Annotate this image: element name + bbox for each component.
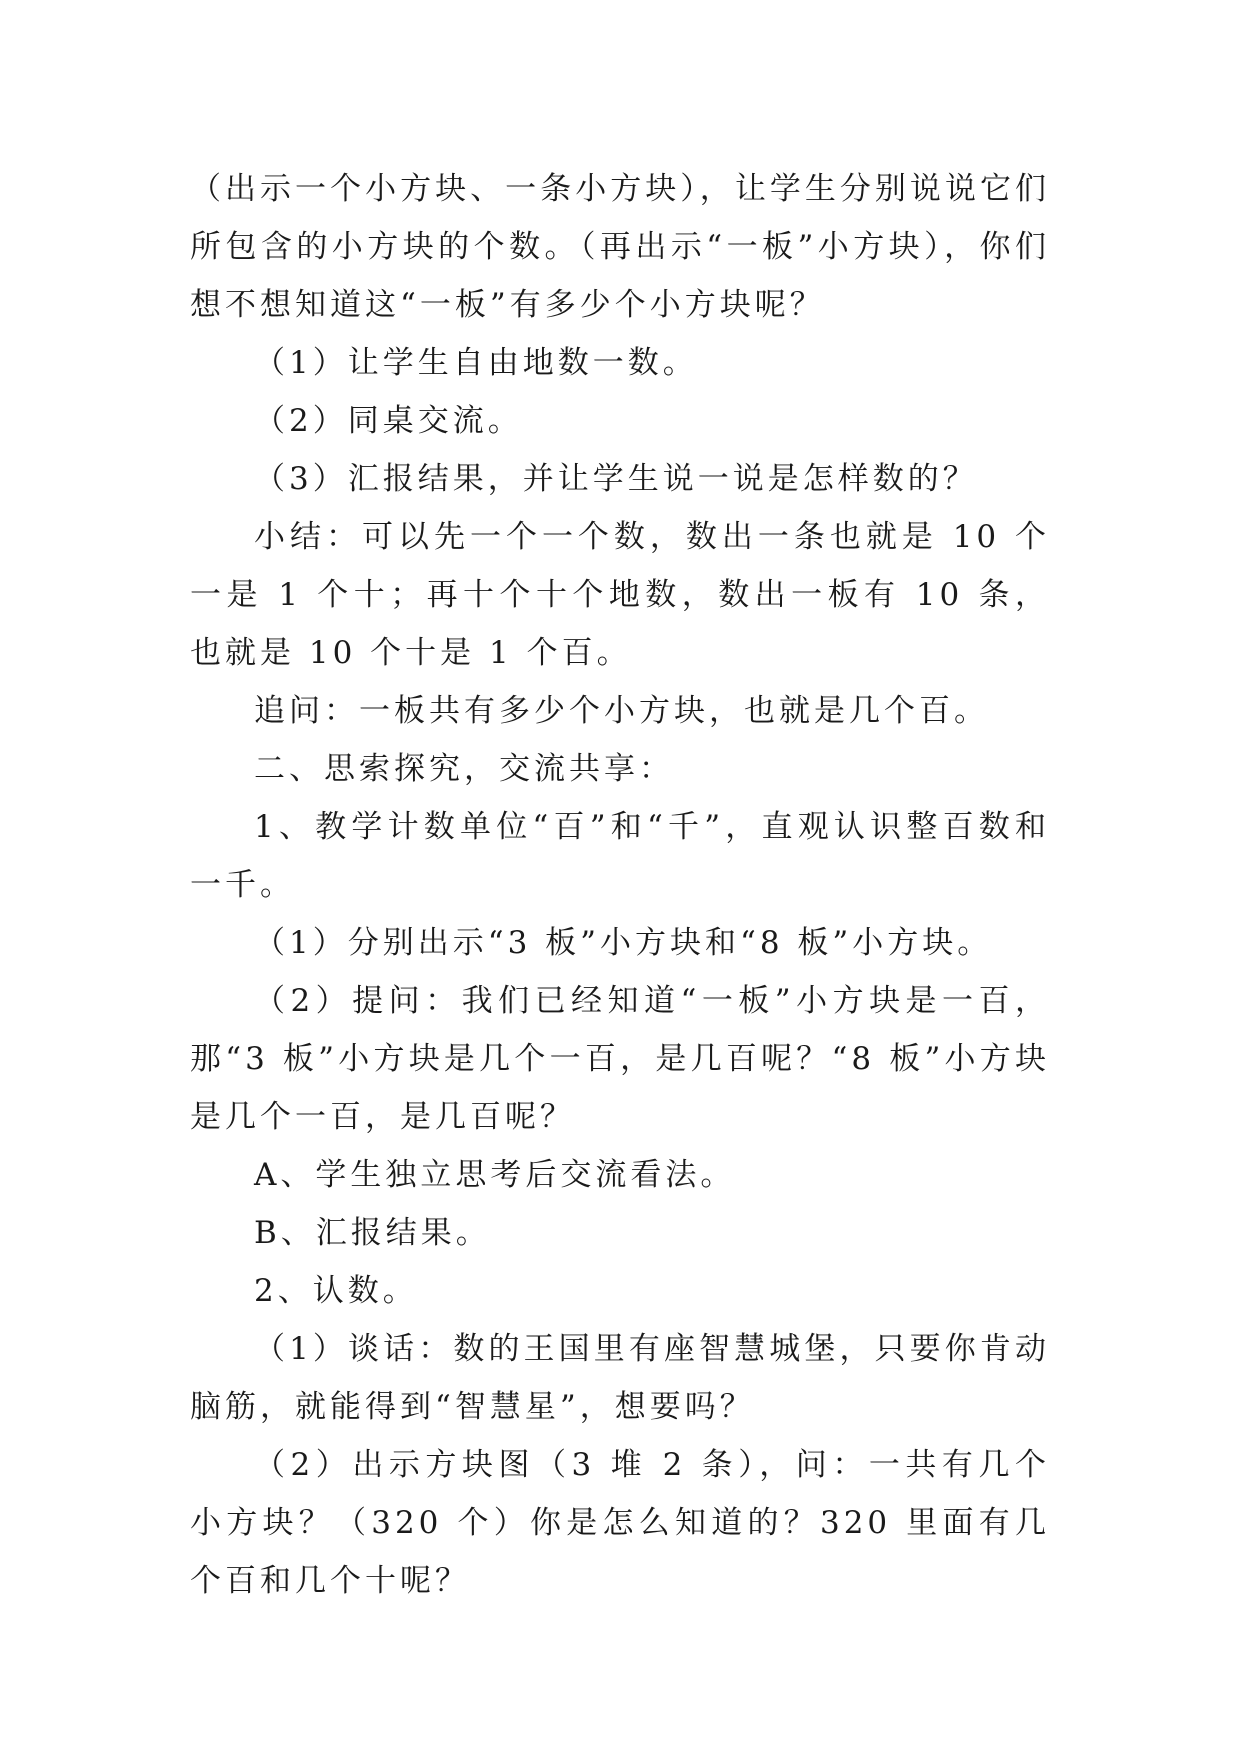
paragraph-talk: （1）谈话：数的王国里有座智慧城堡，只要你肯动脑筋，就能得到“智慧星”，想要吗？ bbox=[190, 1331, 1050, 1425]
paragraph-recognize-numbers: 2、认数。 bbox=[254, 1273, 418, 1309]
paragraph-question-boards: （2）提问：我们已经知道“一板”小方块是一百，那“3 板”小方块是几个一百，是几百呢？“8 板”小方块是几个一百，是几百呢？ bbox=[190, 983, 1050, 1135]
paragraph-step-3-report: （3）汇报结果，并让学生说一说是怎样数的？ bbox=[254, 461, 978, 497]
paragraph-step-1-count: （1）让学生自由地数一数。 bbox=[254, 345, 698, 381]
paragraph-step-2-exchange: （2）同桌交流。 bbox=[254, 403, 523, 439]
paragraph-teach-units: 1、教学计数单位“百”和“千”，直观认识整百数和一千。 bbox=[190, 809, 1050, 903]
paragraph-show-diagram: （2）出示方块图（3 堆 2 条），问：一共有几个小方块？（320 个）你是怎么知道的？320 里面有几个百和几个十呢？ bbox=[190, 1447, 1050, 1599]
paragraph-item-b: B、汇报结果。 bbox=[254, 1215, 491, 1251]
paragraph-item-a: A、学生独立思考后交流看法。 bbox=[254, 1157, 736, 1193]
paragraph-summary: 小结：可以先一个一个数，数出一条也就是 10 个一是 1 个十；再十个十个地数，数出一板有 10 条，也就是 10 个十是 1 个百。 bbox=[190, 519, 1050, 671]
paragraph-show-boards: （1）分别出示“3 板”小方块和“8 板”小方块。 bbox=[254, 925, 993, 961]
document-body bbox=[190, 160, 1050, 1610]
section-heading-explore: 二、思索探究，交流共享： bbox=[254, 751, 674, 787]
paragraph-follow-up: 追问：一板共有多少个小方块，也就是几个百。 bbox=[254, 693, 989, 729]
paragraph-intro: （出示一个小方块、一条小方块），让学生分别说说它们所包含的小方块的个数。（再出示“一板”小方块），你们想不想知道这“一板”有多少个小方块呢？ bbox=[190, 171, 1050, 323]
